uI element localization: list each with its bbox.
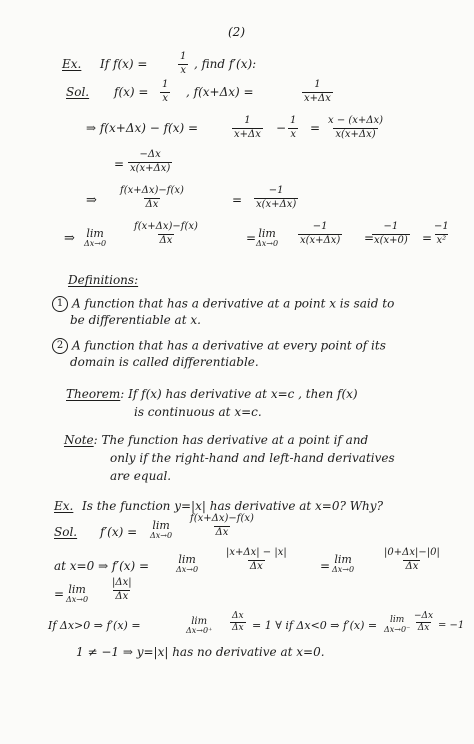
example-statement: If f(x) = [100,57,148,71]
operator: = [364,231,375,245]
operator: = [114,157,125,171]
equation: = −1 [438,620,465,631]
limit: lim Δx→0 [66,583,89,605]
equation: at x=0 ⇒ f′(x) = [54,559,150,573]
conclusion: 1 ≠ −1 ⇒ y=|x| has no derivative at x=0. [76,645,325,659]
theorem-label: Theorem [66,387,121,401]
equation: f′(x) = [100,525,138,539]
arrow: ⇒ [64,231,75,246]
fraction: $\frac{-\Delta x}{x(x+\Delta x)}$ [130,149,171,174]
definitions-heading: Definitions: [68,273,139,287]
equation: = 1 ∀ if Δx<0 ⇒ f′(x) = [252,619,378,632]
fraction: $\frac{-1}{x(x+0)}$ [374,221,408,246]
fraction: $\frac{\Delta x}{\Delta x}$ [232,611,244,634]
limit: lim Δx→0 [150,519,173,541]
note: Note: The function has derivative at a point if and [64,433,369,447]
operator: = [232,193,243,207]
fraction: $\frac{|0+\Delta x|-|0|}{\Delta x}$ [384,547,440,572]
example-label: Ex. [54,499,74,513]
theorem-cont: is continuous at x=c. [134,405,262,419]
limit: lim Δx→0 [332,553,355,575]
operator: = [246,231,257,245]
theorem: Theorem: If f(x) has derivative at x=c , then f(x) [66,387,358,401]
fraction: $\frac{-\Delta x}{\Delta x}$ [414,611,434,634]
fraction: $\frac{1}{x+\Delta x}$ [234,115,261,140]
equation: If Δx>0 ⇒ f′(x) = [48,619,141,632]
circled-number: 2 [52,338,68,354]
fraction: $\frac{f(x+\Delta x)-f(x)}{\Delta x}$ [120,185,184,210]
fraction: $\frac{1}{x}$ [180,51,187,76]
operator: = [310,121,321,135]
definition-2: 2 A function that has a derivative at every point of its [52,338,386,354]
operator: = [54,587,65,601]
limit: lim Δx→0 [176,553,199,575]
fraction: $\frac{|x+\Delta x| - |x|}{\Delta x}$ [226,547,287,572]
operator: − [276,121,287,135]
fraction: $\frac{1}{x+\Delta x}$ [304,79,331,104]
definition-1: 1 A function that has a derivative at a point x is said to [52,296,394,312]
example-label: Ex. [62,57,82,71]
limit: lim Δx→0⁺ [186,616,213,635]
limit: lim Δx→0 [84,227,107,249]
solution-label: Sol. [66,85,90,99]
page-number: (2) [228,25,245,39]
equation: , f(x+Δx) = [186,85,254,99]
arrow: ⇒ [86,193,97,208]
fraction: $\frac{1}{x}$ [290,115,297,140]
note-cont: are equal. [110,469,172,483]
note-label: Note [64,433,94,447]
operator: = [320,559,331,573]
definition-1-cont: be differentiable at x. [70,313,201,327]
fraction: $\frac{-1}{x(x+\Delta x)}$ [256,185,297,210]
fraction: $\frac{f(x+\Delta x)-f(x)}{\Delta x}$ [190,513,254,538]
equation: f(x) = [114,85,149,99]
fraction: $\frac{|\Delta x|}{\Delta x}$ [112,577,132,602]
definition-2-cont: domain is called differentiable. [70,355,259,369]
fraction: $\frac{x - (x+\Delta x)}{x(x+\Delta x)}$ [328,115,384,140]
solution-label: Sol. [54,525,78,539]
circled-number: 1 [52,296,68,312]
note-cont: only if the right-hand and left-hand derivatives [110,451,395,465]
fraction: $\frac{1}{x}$ [162,79,169,104]
fraction: $\frac{f(x+\Delta x)-f(x)}{\Delta x}$ [134,221,198,246]
example-statement-end: , find f′(x): [194,57,257,71]
example-statement: Is the function y=|x| has derivative at x=0? Why? [82,499,384,513]
fraction: $\frac{-1}{\text{x²}}$ [434,221,449,246]
fraction: $\frac{-1}{x(x+\Delta x)}$ [300,221,341,246]
limit: lim Δx→0 [256,227,279,249]
limit: lim Δx→0⁻ [384,615,411,634]
operator: = [422,231,433,245]
equation: ⇒ f(x+Δx) − f(x) = [86,121,199,135]
